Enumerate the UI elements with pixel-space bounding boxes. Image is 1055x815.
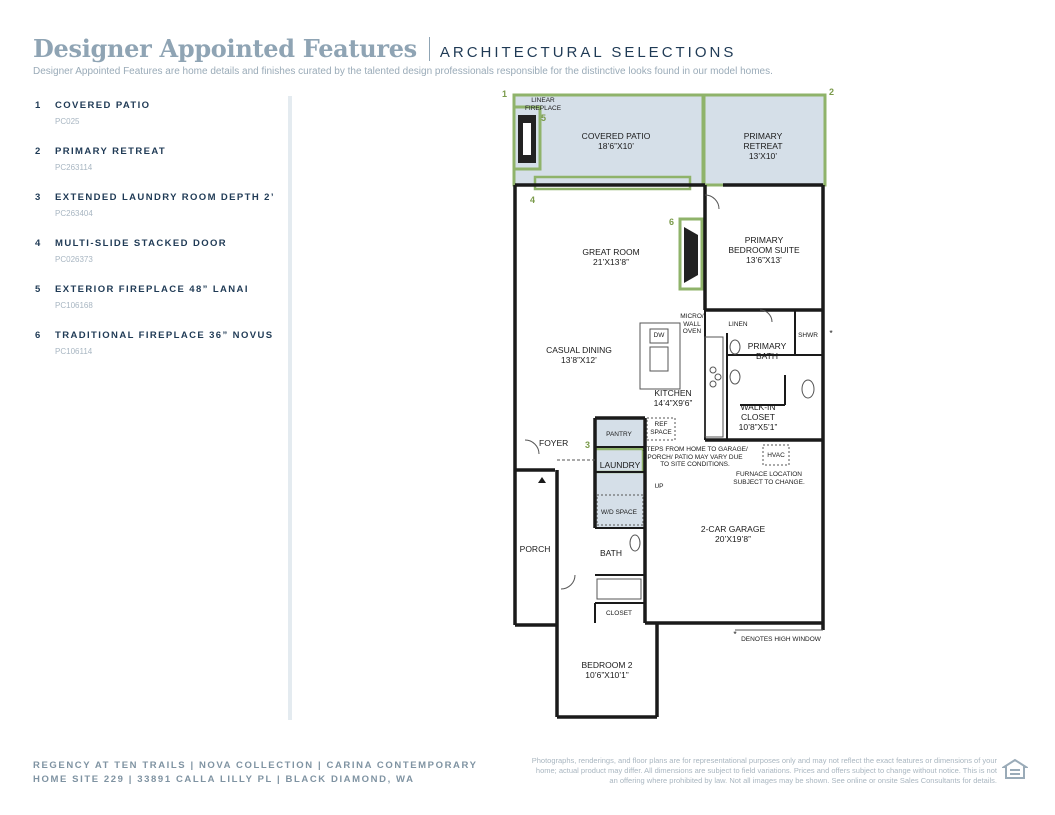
label-pantry: PANTRY <box>606 431 632 438</box>
feature-number: 1 <box>35 100 42 111</box>
equal-housing-icon <box>1002 757 1028 783</box>
footer-address <box>33 759 478 787</box>
steps-note: STEPS FROM HOME TO GARAGE/ PORCH/ PATIO MAY VARY DUE TO SITE CONDITIONS. <box>642 446 748 468</box>
marker: 1 <box>502 89 508 99</box>
label-linen: LINEN <box>728 321 748 328</box>
marker: 6 <box>669 217 675 227</box>
furnace-note: FURNACE LOCATION SUBJECT TO CHANGE. <box>733 471 805 486</box>
footer-disclaimer: Photographs, renderings, and floor plans are for representational purposes only and may not reflect the exact features or dimensions of your home; actual product may differ. All dimensions are subject to field variations. Prices and offers subject to change without notice. This is not an offering where prohibited by law. Not all images may be shown. See online or onsite Sales Consultants for details. <box>531 756 997 785</box>
page-title: Designer Appointed Features <box>33 34 417 63</box>
feature-name: MULTI-SLIDE STACKED DOOR <box>55 238 228 249</box>
page-subtitle: Designer Appointed Features are home details and finishes curated by the talented design professionals responsible for the distinctive looks found in our model homes. <box>33 66 773 77</box>
label-walk-in-closet: WALK-IN CLOSET 10’8”X5’1” <box>738 402 778 432</box>
label-closet: CLOSET <box>605 610 633 617</box>
label-bedroom-2: BEDROOM 2 10’6”X10’1” <box>581 660 633 680</box>
feature-list <box>35 100 285 376</box>
feature-code: PC106168 <box>55 301 93 310</box>
label-garage: 2-CAR GARAGE 20’X19’8” <box>700 524 766 544</box>
label-covered-patio: COVERED PATIO 18’6”X10’ <box>581 131 651 151</box>
feature-number: 6 <box>35 330 42 341</box>
label-micro-wall-oven: MICRO/ WALL OVEN <box>680 313 704 335</box>
interior-fireplace-icon <box>684 227 698 283</box>
feature-item <box>35 146 285 192</box>
feature-name: COVERED PATIO <box>55 100 151 111</box>
feature-code: PC263404 <box>55 209 93 218</box>
floor-plan <box>495 85 850 725</box>
feature-code: PC026373 <box>55 255 93 264</box>
label-hvac: HVAC <box>767 452 785 459</box>
feature-item <box>35 330 285 376</box>
marker: 2 <box>829 87 835 97</box>
footer-homesite: HOME SITE 229 | 33891 CALLA LILLY PL | BLACK DIAMOND, WA <box>33 774 415 785</box>
marker: 3 <box>585 440 591 450</box>
feature-code: PC106114 <box>55 347 93 356</box>
marker: 5 <box>541 113 547 123</box>
label-laundry: LAUNDRY <box>599 460 641 470</box>
feature-name: PRIMARY RETREAT <box>55 146 167 157</box>
feature-name: EXTERIOR FIREPLACE 48” LANAI <box>55 284 249 295</box>
label-great-room: GREAT ROOM 21’X13’8” <box>582 247 640 267</box>
label-linear-fireplace: LINEAR FIREPLACE <box>524 97 562 112</box>
label-wd-space: W/D SPACE <box>601 509 637 516</box>
feature-name: EXTENDED LAUNDRY ROOM DEPTH 2’ <box>55 192 275 203</box>
label-bath: BATH <box>599 548 623 558</box>
label-primary-bedroom: PRIMARY BEDROOM SUITE 13’6”X13’ <box>728 235 800 265</box>
label-foyer: FOYER <box>539 438 569 448</box>
label-dishwasher: DW <box>653 332 665 339</box>
feature-number: 4 <box>35 238 42 249</box>
vertical-divider <box>288 96 292 720</box>
high-window-mark: * <box>733 629 737 639</box>
label-shower: SHWR <box>798 332 818 339</box>
label-primary-bath: PRIMARY BATH <box>747 341 787 361</box>
marker: 4 <box>530 195 536 205</box>
feature-item <box>35 192 285 238</box>
footer-community: REGENCY AT TEN TRAILS | NOVA COLLECTION | CARINA CONTEMPORARY <box>33 760 478 771</box>
feature-item <box>35 284 285 330</box>
label-ref-space: REF SPACE <box>650 421 672 436</box>
high-window-note: DENOTES HIGH WINDOW <box>741 636 821 643</box>
feature-number: 3 <box>35 192 42 203</box>
feature-code: PC263114 <box>55 163 93 172</box>
title-divider <box>429 37 430 61</box>
feature-name: TRADITIONAL FIREPLACE 36” NOVUS <box>55 330 274 341</box>
section-title: ARCHITECTURAL SELECTIONS <box>439 44 737 61</box>
high-window-mark: * <box>829 328 833 338</box>
label-casual-dining: CASUAL DINING 13’8”X12’ <box>546 345 612 365</box>
label-primary-retreat: PRIMARY RETREAT 13’X10’ <box>743 131 783 161</box>
label-up: UP <box>654 483 664 490</box>
feature-code: PC025 <box>55 117 80 126</box>
feature-number: 5 <box>35 284 42 295</box>
feature-number: 2 <box>35 146 42 157</box>
feature-item <box>35 238 285 284</box>
label-kitchen: KITCHEN 14’4”X9’6” <box>653 388 693 408</box>
feature-item <box>35 100 285 146</box>
header <box>33 34 736 63</box>
entry-arrow-icon <box>538 477 546 483</box>
label-porch: PORCH <box>519 544 551 554</box>
